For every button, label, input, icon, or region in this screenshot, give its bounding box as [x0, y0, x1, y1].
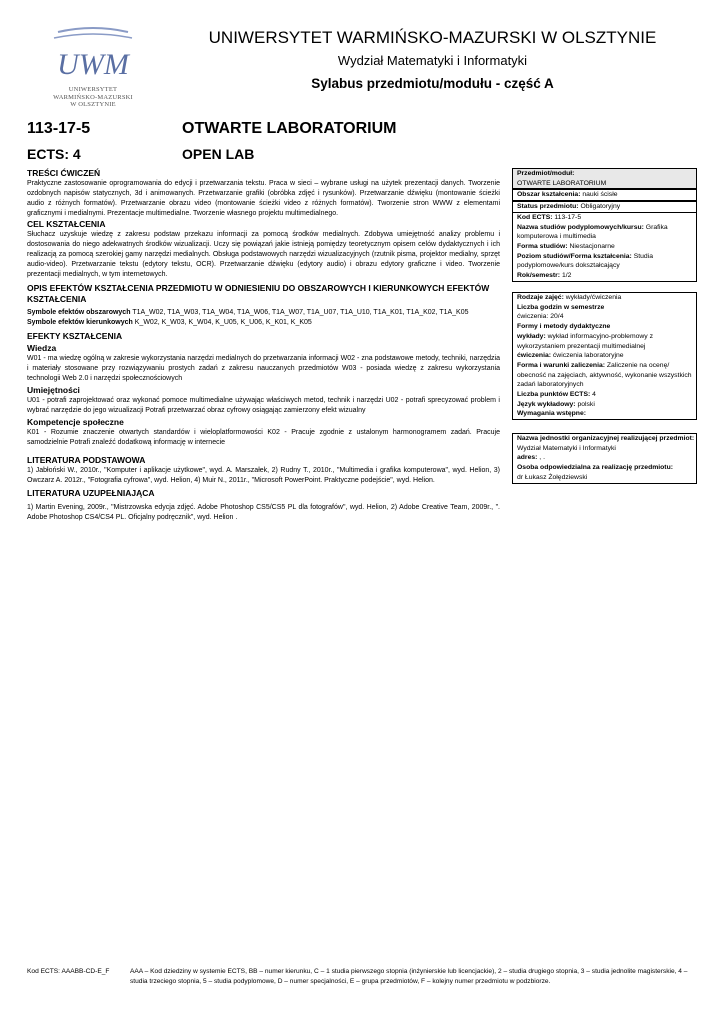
- wiedza-text: W01 - ma wiedzę ogólną w zakresie wykorzystania narzędzi medialnych do przetwarzania informacji W02 - zna podstawowe metody, techniki, narzędzia i materiały stosowane przy rozwiązywaniu prostych zadań z zakresu nauczanych przedmiotów W03 - posiada wiedzę z zakresu wykorzystania technologii Web 2.0 i narzędzi społecznościowych: [27, 355, 500, 382]
- cel-text: Słuchacz uzyskuje wiedzę z zakresu podstaw przekazu informacji za pomocą środków medialnych. Zdobywa umiejętność analizy problemu i dostosowania do niego adekwatnych środków wizualizacji. Uczy się powiązań jakie istnieją pomiędzy teoretycznym opisem celów dydaktycznych i ich realizacją za pomocą szerokiej gamy narzędzi medialnych. Obsługa podstawowych narzędzi wizualizacyjnych (rzutnik pisma, projektor medialny, sprzęt audio-video). Przetwarzanie tekstu (edytory tekstu, OCR). Przetwarzanie dźwięku (edytory audio) i obrazu edytory graficzne i video. Tworzenie prezentacji medialnych, w tym internetowych.: [27, 231, 500, 278]
- course-title-en: OPEN LAB: [182, 146, 255, 162]
- classes-cell: Rodzaje zajęć: wykłady/ćwiczenia Liczba godzin w semestrze ćwiczenia: 20/4 Formy i metody dydaktyczne wykłady: wykład informacyjno-problemowy z wykorzystaniem prezentacji multimedialnej ćwiczenia: ćwiczenia laboratoryjne Forma i warunki zaliczenia: Zaliczenie na ocenę/ obecność na zajęciach, aktywność, wykonanie wszystkich zadań laboratoryjnych Liczba punktów ECTS: 4 Język wykładowy: polski Wymagania wstępne:: [512, 292, 697, 420]
- details-cell: Kod ECTS: 113-17-5 Nazwa studiów podyplomowych/kursu: Grafika komputerowa i multimedia Forma studiów: Niestacjonarne Poziom studiów/Forma kształcenia: Studia podyplomowe/kurs dokształcający Rok/semestr: 1/2: [512, 213, 697, 282]
- ects-points: ECTS: 4: [27, 146, 81, 162]
- course-info-box: [512, 168, 697, 282]
- opis-heading: OPIS EFEKTÓW KSZTAŁCENIA PRZEDMIOTU W ODNIESIENIU DO OBSZAROWYCH I KIERUNKOWYCH EFEKTÓW KSZTAŁCENIA: [27, 283, 490, 304]
- status-cell: Status przedmiotu: Obligatoryjny: [512, 201, 697, 213]
- logo-letters: UWM: [57, 48, 129, 81]
- main-content: [27, 168, 500, 523]
- tresci-text: Praktyczne zastosowanie oprogramowania do edycji i przetwarzania tekstu. Praca w sieci – wybrane usługi na użytek prezentacji danych. Tworzenie ozdobnych napisów statycznych, 3d i animowanych. Przetwarzanie grafiki (obróbka zdjęć i rysunków). Przetwarzanie dźwięku (montowanie ścieżki audio z różnych formatów). Przetwarzanie obrazu video (montowanie ścieżki video z różnych formatów). Tworzenie stron WWW z elementami graficznymi i medialnymi. Prezentacje multimedialne. Tworzenie własnego projektu multimedialnego.: [27, 180, 500, 217]
- literatura-uzupelniajaca-text: 1) Martin Evening, 2009r., "Mistrzowska edycja zdjęć. Adobe Photoshop CS5/CS5 PL dla fotografów", wyd. Helion, 2) Adobe Creative Team, 2009r., ". Adobe Photoshop CS4/CS4 PL. Oficjalny podręcznik", wyd. Helion .: [27, 504, 500, 521]
- logo-caption: UNIWERSYTET WARMIŃSKO-MAZURSKI W OLSZTYNIE: [53, 86, 133, 108]
- unit-cell: Nazwa jednostki organizacyjnej realizującej przedmiot: Wydział Matematyki i Informatyki adres: , . Osoba odpowiedzialna za realizację przedmiotu: dr Łukasz Żołędziewski: [512, 433, 697, 484]
- classes-info-box: [512, 292, 697, 420]
- unit-info-box: [512, 433, 697, 484]
- tresci-heading: TREŚCI ĆWICZEŃ: [27, 168, 101, 178]
- przedmiot-cell: Przedmiot/moduł: OTWARTE LABORATORIUM: [512, 168, 697, 189]
- footer-text: AAA – Kod dziedziny w systemie ECTS, BB – numer kierunku, C – 1 studia pierwszego stopnia (inżynierskie lub licencjackie), 2 – studia drugiego stopnia, 3 – studia jednolite magisterskie, 4 – studia trzeciego stopnia, 5 – studia podyplomowe, D – numer specjalności, E – grupa przedmiotów, F – kolejny numer przedmiotu w podzbiorze.: [130, 968, 688, 985]
- umiejetnosci-text: U01 - potrafi zaprojektować oraz wykonać pomoce multimedialne używając właściwych metod, technik i narzędzi U02 - potrafi sprecyzować problem i wybrać narzędzie do jego wizualizacji Potrafi przetwarzać obraz cyfrowy osiągając zamierzony efekt wizualny: [27, 397, 500, 414]
- kompetencje-text: K01 - Rozumie znaczenie otwartych standardów i wieloplatformowości K02 - Pracuje zgodnie z ustalonym harmonogramem zadań. Pracuje samodzielnie Potrafi znaleźć dodatkową informację w internecie: [27, 429, 500, 446]
- obszar-cell: Obszar kształcenia: nauki ścisłe: [512, 189, 697, 201]
- university-name: UNIWERSYTET WARMIŃSKO-MAZURSKI W OLSZTYNIE: [208, 28, 657, 47]
- umiejetnosci-heading: Umiejętności: [27, 385, 80, 395]
- cel-heading: CEL KSZTAŁCENIA: [27, 219, 106, 229]
- symbole-obszarowe: Symbole efektów obszarowych T1A_W02, T1A_W03, T1A_W04, T1A_W06, T1A_W07, T1A_U07, T1A_U10, T1A_K01, T1A_K02, T1A_K05: [27, 309, 469, 316]
- document-title: Sylabus przedmiotu/modułu - część A: [311, 76, 554, 91]
- footer-code: Kod ECTS: AAABB-CD-E_F: [27, 968, 110, 975]
- course-code: 113-17-5: [27, 120, 91, 137]
- wiedza-heading: Wiedza: [27, 343, 57, 353]
- efekty-heading: EFEKTY KSZTAŁCENIA: [27, 331, 123, 341]
- literatura-uzupelniajaca-heading: LITERATURA UZUPEŁNIAJĄCA: [27, 488, 155, 498]
- kompetencje-heading: Kompetencje społeczne: [27, 417, 124, 427]
- faculty-name: Wydział Matematyki i Informatyki: [337, 53, 528, 68]
- symbole-kierunkowe: Symbole efektów kierunkowych K_W02, K_W03, K_W04, K_U05, K_U06, K_K01, K_K05: [27, 319, 312, 326]
- course-title-pl: OTWARTE LABORATORIUM: [182, 120, 397, 137]
- literatura-podstawowa-text: 1) Jabłoński W., 2010r., "Komputer i aplikacje użytkowe", wyd. A. Marszałek, 2) Rudny T., 2010r., "Multimedia i grafika komputerowa", wyd. Helion, 3) Owczarz A. 2012r., "Fotografia cyfrowa", wyd. Helion, 4) Muir N., 2011r., "Microsoft PowerPoint. Praktyczne podejście", wyd. Helion.: [27, 467, 500, 484]
- literatura-podstawowa-heading: LITERATURA PODSTAWOWA: [27, 455, 146, 465]
